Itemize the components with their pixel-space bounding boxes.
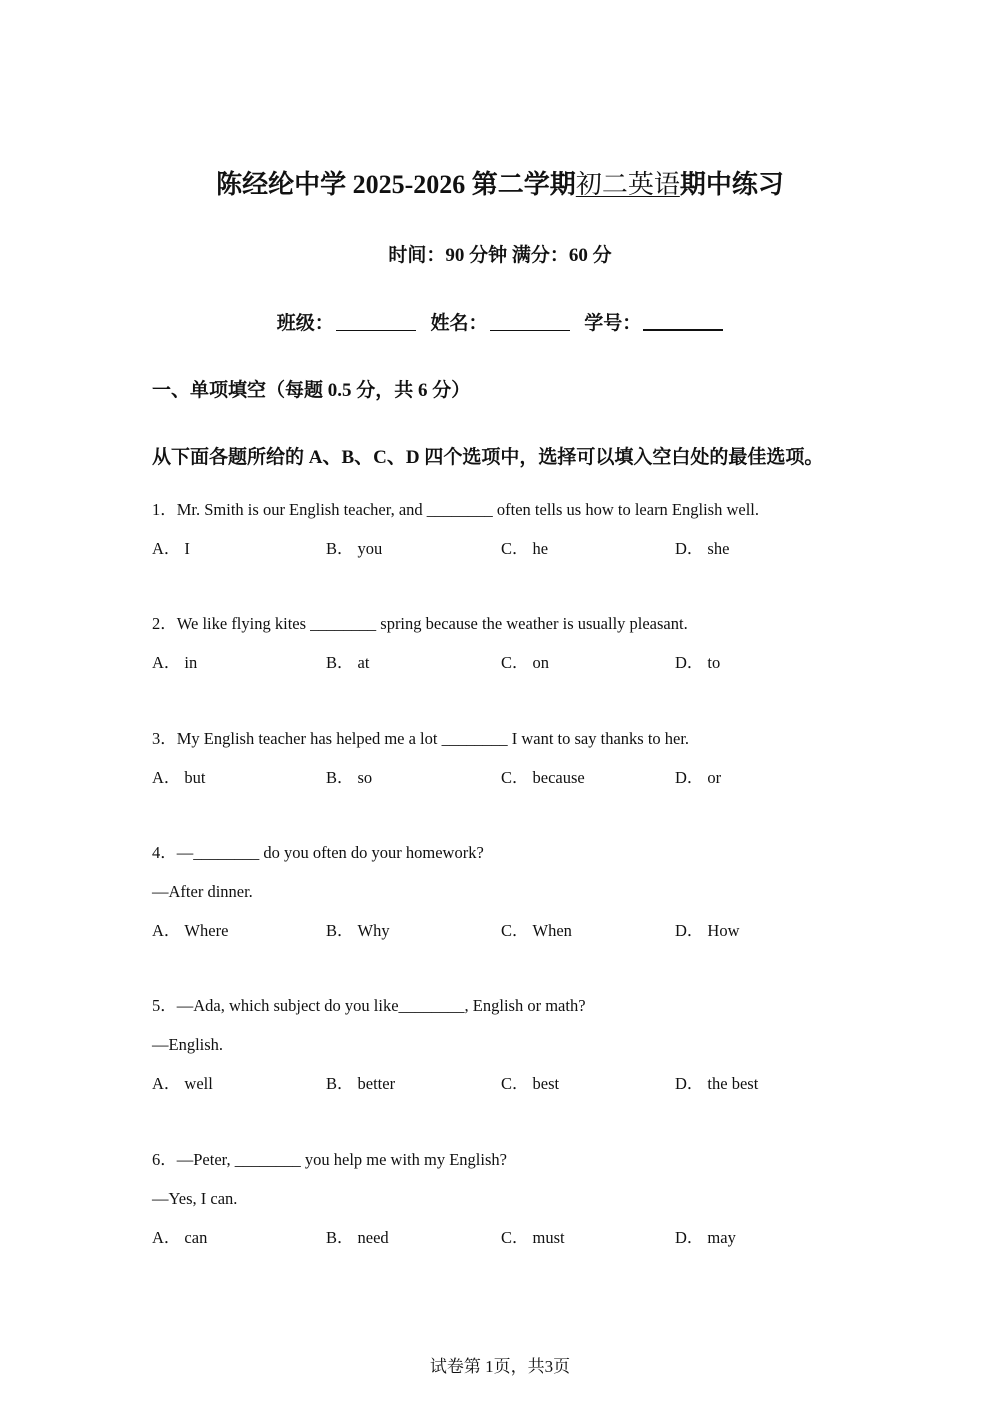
question-text: 1．Mr. Smith is our English teacher, and ________ often tells us how to learn English well.: [152, 500, 760, 519]
option-d: [675, 763, 721, 793]
name-label: 姓名：: [430, 313, 488, 334]
answer-options: [152, 1069, 872, 1099]
question-text: 5．—Ada, which subject do you like________, English or math?: [152, 996, 586, 1015]
option-text: well: [184, 1074, 213, 1093]
option-text: When: [532, 921, 572, 940]
option-a: [152, 534, 190, 564]
option-text: you: [357, 539, 383, 558]
option-letter: D．: [675, 1228, 704, 1247]
option-d: [675, 534, 729, 564]
section-instruction: 从下面各题所给的 A、B、C、D 四个选项中，选择可以填入空白处的最佳选项。: [152, 447, 824, 468]
option-letter: A．: [152, 653, 181, 672]
option-d: [675, 1223, 736, 1253]
option-letter: C．: [501, 539, 529, 558]
option-b: [326, 916, 390, 946]
option-text: Why: [357, 921, 390, 940]
option-letter: D．: [675, 653, 704, 672]
option-text: but: [184, 768, 206, 787]
option-text: can: [184, 1228, 208, 1247]
option-letter: A．: [152, 539, 181, 558]
exam-title: [0, 165, 1000, 205]
exam-title-suffix: 期中练习: [679, 170, 784, 199]
question-text: 6．—Peter, ________ you help me with my English?: [152, 1150, 507, 1169]
answer-options: [152, 916, 872, 946]
option-letter: C．: [501, 768, 529, 787]
option-c: [501, 916, 572, 946]
option-b: [326, 763, 372, 793]
question-text: 3．My English teacher has helped me a lot ________ I want to say thanks to her.: [152, 729, 690, 748]
question-text: 4．—________ do you often do your homework?: [152, 843, 484, 862]
answer-options: [152, 648, 872, 678]
answer-options: [152, 1223, 872, 1253]
option-letter: B．: [326, 768, 354, 787]
option-letter: D．: [675, 1074, 704, 1093]
answer-options: [152, 763, 872, 793]
exam-time-info: 时间：90 分钟 满分：60 分: [388, 245, 612, 266]
option-letter: D．: [675, 921, 704, 940]
question-response-line: —Yes, I can.: [152, 1189, 238, 1208]
option-letter: D．: [675, 539, 704, 558]
option-b: [326, 534, 382, 564]
exam-title-prefix: 陈经纶中学 2025-2026 第二学期: [216, 170, 576, 199]
option-text: he: [532, 539, 549, 558]
option-text: at: [357, 653, 370, 672]
option-letter: C．: [501, 1228, 529, 1247]
option-c: [501, 534, 548, 564]
option-letter: C．: [501, 653, 529, 672]
option-b: [326, 1223, 389, 1253]
option-a: [152, 916, 228, 946]
option-letter: A．: [152, 1074, 181, 1093]
option-letter: B．: [326, 1228, 354, 1247]
option-letter: A．: [152, 921, 181, 940]
option-text: the best: [707, 1074, 759, 1093]
option-letter: C．: [501, 921, 529, 940]
option-a: [152, 763, 206, 793]
option-b: [326, 1069, 395, 1099]
option-letter: B．: [326, 653, 354, 672]
class-label: 班级：: [276, 313, 334, 334]
section-title: 一、单项填空（每题 0.5 分，共 6 分）: [152, 380, 471, 401]
page-footer: 试卷第 1页，共3页: [429, 1357, 571, 1376]
question-text: 2．We like flying kites ________ spring because the weather is usually pleasant.: [152, 614, 688, 633]
student-id-label: 学号：: [584, 313, 642, 334]
option-d: [675, 648, 720, 678]
student-id-blank: [643, 311, 723, 331]
option-text: Where: [184, 921, 229, 940]
question-1: [152, 495, 872, 564]
option-letter: C．: [501, 1074, 529, 1093]
question-3: [152, 724, 872, 793]
option-d: [675, 916, 740, 946]
option-text: to: [707, 653, 721, 672]
question-2: [152, 609, 872, 678]
option-letter: B．: [326, 1074, 354, 1093]
option-text: need: [357, 1228, 389, 1247]
option-a: [152, 1069, 213, 1099]
answer-options: [152, 534, 872, 564]
option-a: [152, 1223, 207, 1253]
student-info-line: [0, 309, 1000, 339]
option-text: or: [707, 768, 722, 787]
option-text: How: [707, 921, 740, 940]
option-text: on: [532, 653, 550, 672]
option-text: in: [184, 653, 198, 672]
question-response-line: —After dinner.: [152, 882, 253, 901]
option-text: better: [357, 1074, 396, 1093]
exam-title-underlined: 初二英语: [575, 170, 680, 199]
option-text: she: [707, 539, 730, 558]
option-c: [501, 1223, 565, 1253]
option-letter: B．: [326, 539, 354, 558]
question-response-line: —English.: [152, 1035, 224, 1054]
class-blank: [336, 312, 416, 331]
option-letter: A．: [152, 1228, 181, 1247]
option-letter: D．: [675, 768, 704, 787]
option-c: [501, 1069, 559, 1099]
option-text: may: [707, 1228, 736, 1247]
option-a: [152, 648, 197, 678]
option-c: [501, 648, 549, 678]
option-letter: B．: [326, 921, 354, 940]
question-6: [152, 1145, 872, 1253]
option-letter: A．: [152, 768, 181, 787]
option-text: so: [357, 768, 373, 787]
question-5: [152, 991, 872, 1099]
option-text: must: [532, 1228, 565, 1247]
option-text: I: [184, 539, 190, 558]
option-text: best: [532, 1074, 560, 1093]
option-b: [326, 648, 369, 678]
option-text: because: [532, 768, 585, 787]
name-blank: [490, 312, 570, 331]
option-c: [501, 763, 585, 793]
question-4: [152, 838, 872, 946]
option-d: [675, 1069, 758, 1099]
